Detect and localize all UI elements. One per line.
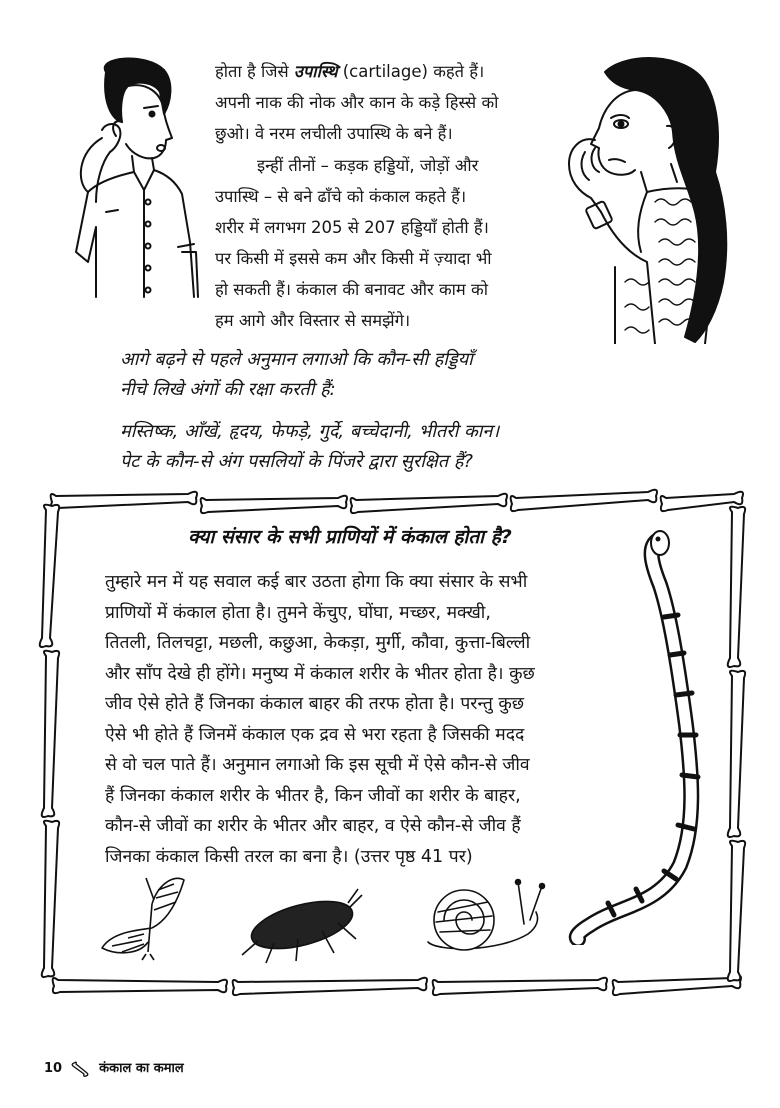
box-line: तितली, तिलचट्टा, मछली, कछुआ, केकड़ा, मुर्गी, कौवा, कुत्ता-बिल्ली	[105, 633, 531, 653]
woman-touching-nose-illustration	[555, 52, 755, 344]
skeleton-line: पर किसी में इससे कम और किसी में ज़्यादा भी	[215, 249, 492, 268]
intro-line-1	[215, 56, 545, 87]
intro-line1-post: कहते हैं।	[433, 62, 485, 81]
skeleton-paragraph	[215, 150, 545, 336]
question-line-4: पेट के कौन-से अंग पसलियों के पिंजरे द्वारा सुरक्षित हैं?	[120, 451, 473, 472]
box-line: कौन-से जीवों का शरीर के भीतर और बाहर, व ऐसे कौन-से जीव हैं	[105, 816, 521, 836]
intro-line1-pre: होता है जिसे	[215, 62, 294, 81]
box-line: और साँप देखे ही होंगे। मनुष्य में कंकाल शरीर के भीतर होता है। कुछ	[105, 663, 535, 684]
box-line: ऐसे भी होते हैं जिनमें कंकाल एक द्रव से भरा रहता है जिसकी मदद	[105, 724, 525, 745]
box-line: प्राणियों में कंकाल होता है। तुमने केंचुए, घोंघा, मच्छर, मक्खी,	[105, 602, 491, 623]
box-line: से वो चल पाते हैं। अनुमान लगाओ कि इस सूची में ऐसे कौन-से जीव	[105, 755, 530, 775]
skeleton-line: हो सकती हैं। कंकाल की बनावट और काम को	[215, 280, 488, 299]
cartilage-term-hindi: उपास्थि	[293, 62, 338, 81]
butterfly-illustration	[98, 870, 190, 962]
cockroach-illustration	[238, 883, 368, 968]
intro-paragraph	[215, 56, 545, 149]
page-footer	[44, 1058, 184, 1077]
book-title: कंकाल का कमाल	[99, 1061, 184, 1076]
skeleton-line: शरीर में लगभग 205 से 207 हड्डियाँ होती हैं।	[215, 218, 489, 237]
box-line: जीव ऐसे होते हैं जिनका कंकाल बाहर की तरफ होता है। परन्तु कुछ	[105, 694, 525, 714]
question-line-2: नीचे लिखे अंगों की रक्षा करती हैं:	[120, 379, 336, 400]
question-line-1: आगे बढ़ने से पहले अनुमान लगाओ कि कौन-सी हड्डियाँ	[120, 349, 473, 370]
skeleton-line: उपास्थि – से बने ढाँचे को कंकाल कहते हैं।	[215, 187, 467, 206]
box-line: हैं जिनका कंकाल शरीर के भीतर है, किन जीवों का शरीर के बाहर,	[105, 785, 521, 806]
girl-touching-ear-illustration	[36, 52, 201, 302]
bone-icon	[71, 1061, 89, 1077]
skeleton-line: हम आगे और विस्तार से समझेंगे।	[215, 311, 411, 330]
intro-line-2: अपनी नाक की नोक और कान के कड़े हिस्से को	[215, 93, 499, 112]
page-number: 10	[44, 1061, 63, 1076]
guess-question-block	[120, 345, 680, 477]
cartilage-term-english: (cartilage)	[337, 62, 434, 81]
snail-illustration	[418, 872, 550, 957]
box-title: क्या संसार के सभी प्राणियों में कंकाल होता है?	[188, 526, 512, 548]
intro-line-3: छुओ। वे नरम लचीली उपास्थि के बने हैं।	[215, 124, 453, 143]
box-paragraph	[105, 567, 600, 872]
snake-illustration	[560, 525, 720, 945]
organs-list: मस्तिष्क, आँखें, हृदय, फेफड़े, गुर्दे, बच्चेदानी, भीतरी कान।	[120, 421, 500, 442]
skeleton-line: इन्हीं तीनों – कड़क हड्डियों, जोड़ों और	[257, 156, 479, 175]
box-line: तुम्हारे मन में यह सवाल कई बार उठता होगा कि क्या संसार के सभी	[105, 572, 528, 592]
box-line: जिनका कंकाल किसी तरल का बना है। (उत्तर पृष्ठ 41 पर)	[105, 846, 473, 867]
